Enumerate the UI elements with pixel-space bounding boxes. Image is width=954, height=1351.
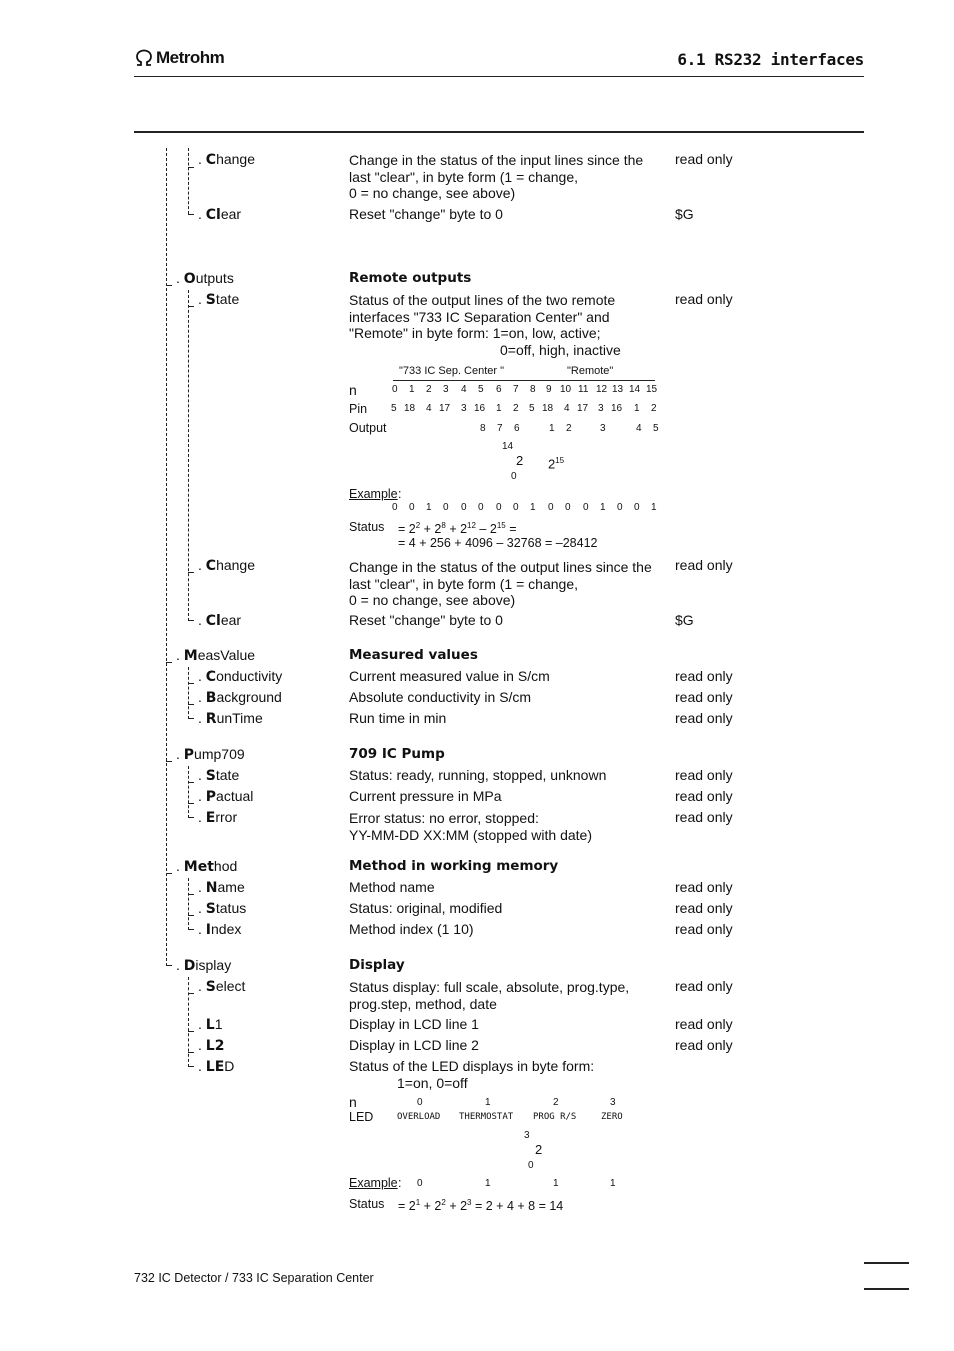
- example-bit: 1: [530, 502, 536, 513]
- example-bit: 0: [565, 502, 571, 513]
- node-status: . Status: [198, 900, 247, 917]
- node-runtime: . RunTime: [198, 710, 263, 727]
- node-change-inputs: . Change: [198, 151, 255, 168]
- exp-base: 2: [516, 453, 524, 468]
- bit-index: 10: [560, 384, 572, 395]
- exp-bottom: 0: [511, 471, 517, 482]
- node-led: . LED: [198, 1058, 235, 1075]
- status-label: Status: [349, 520, 385, 534]
- pin-number: 1: [496, 403, 502, 414]
- led-label: LED: [349, 1110, 374, 1124]
- tree-trunk: [166, 148, 167, 966]
- node-method: . Method: [176, 858, 238, 875]
- output-number: 8: [480, 423, 486, 434]
- desc-l2: Display in LCD line 2: [349, 1037, 479, 1053]
- status-result: = 4 + 256 + 4096 – 32768 = –28412: [398, 536, 598, 550]
- led-index: 3: [610, 1097, 616, 1108]
- table-rule: [393, 380, 655, 381]
- label-pin: Pin: [349, 402, 368, 416]
- node-state: . State: [198, 291, 240, 308]
- node-error: . Error: [198, 809, 238, 826]
- access-background: read only: [675, 689, 733, 705]
- node-clear-outputs: . Clear: [198, 612, 242, 629]
- desc-name: Method name: [349, 879, 435, 895]
- pin-number: 1: [634, 403, 640, 414]
- tree-branch-measvalue: [188, 667, 189, 719]
- tree-branch-inputs: [188, 148, 189, 214]
- header-rule: [134, 76, 864, 77]
- node-pump-state: . State: [198, 767, 240, 784]
- access-pump-state: read only: [675, 767, 733, 783]
- example-bit: 0: [496, 502, 502, 513]
- access-l2: read only: [675, 1037, 733, 1053]
- access-error: read only: [675, 809, 733, 825]
- example-bit: 1: [600, 502, 606, 513]
- led-name: THERMOSTAT: [459, 1112, 514, 1122]
- led-status-label: Status: [349, 1197, 385, 1211]
- desc-state: Status of the output lines of the two remote interfaces "733 IC Separation Center" and "Remote" in byte form: 1=on, low, active; 0=off, high, inactive: [349, 292, 621, 358]
- output-number: 5: [653, 423, 659, 434]
- tree-branch-display: [188, 977, 189, 1067]
- pin-number: 5: [391, 403, 397, 414]
- heading-measured-values: Measured values: [349, 647, 478, 663]
- label-sep-center: "733 IC Sep. Center ": [399, 365, 505, 377]
- node-clear-inputs: . Clear: [198, 206, 242, 223]
- heading-method: Method in working memory: [349, 858, 559, 874]
- pin-number: 17: [577, 403, 589, 414]
- led-exp-base: 2: [535, 1142, 543, 1157]
- led-exp-top: 3: [524, 1130, 530, 1141]
- access-status: read only: [675, 900, 733, 916]
- bit-index: 11: [578, 384, 589, 395]
- exp-top: 14: [502, 441, 514, 452]
- pin-number: 2: [513, 403, 519, 414]
- heading-pump: 709 IC Pump: [349, 746, 445, 762]
- desc-pump-state: Status: ready, running, stopped, unknown: [349, 767, 607, 783]
- example-bit: 1: [426, 502, 432, 513]
- bit-index: 13: [612, 384, 624, 395]
- led-name: OVERLOAD: [397, 1112, 441, 1122]
- node-conductivity: . Conductivity: [198, 668, 283, 685]
- bit-index: 8: [530, 384, 536, 395]
- desc-change-inputs: Change in the status of the input lines since the last "clear", in byte form (1 = change, 0 = no change, see above): [349, 152, 644, 201]
- desc-change-outputs: Change in the status of the output lines since the last "clear", in byte form (1 = change, 0 = no change, see above): [349, 559, 652, 608]
- example-bit: 0: [634, 502, 640, 513]
- desc-conductivity: Current measured value in S/cm: [349, 668, 550, 684]
- example-bit: 0: [513, 502, 519, 513]
- node-select: . Select: [198, 978, 246, 995]
- pin-number: 5: [529, 403, 535, 414]
- access-clear-inputs: $G: [675, 206, 694, 222]
- led-exp-bottom: 0: [528, 1160, 534, 1171]
- bit-index: 3: [443, 384, 449, 395]
- heading-remote-outputs: Remote outputs: [349, 270, 472, 286]
- desc-index: Method index (1 10): [349, 921, 474, 937]
- bit-index: 1: [409, 384, 415, 395]
- node-change-outputs: . Change: [198, 557, 255, 574]
- desc-clear-outputs: Reset "change" byte to 0: [349, 612, 503, 628]
- pin-number: 16: [611, 403, 623, 414]
- section-title: 6.1 RS232 interfaces: [677, 50, 864, 69]
- node-display: . Display: [176, 957, 232, 974]
- node-name: . Name: [198, 879, 245, 896]
- desc-l1: Display in LCD line 1: [349, 1016, 479, 1032]
- led-example-label: Example: [349, 1176, 398, 1190]
- page-rule-top: [864, 1262, 909, 1264]
- pin-number: 16: [474, 403, 486, 414]
- pin-number: 18: [404, 403, 416, 414]
- desc-runtime: Run time in min: [349, 710, 447, 726]
- exp-base-2: $2^{15}$: [548, 456, 565, 472]
- desc-led: Status of the LED displays in byte form: 1=on, 0=off: [349, 1058, 595, 1091]
- example-bit: 0: [478, 502, 484, 513]
- pin-number: 17: [439, 403, 451, 414]
- led-index: 2: [553, 1097, 559, 1108]
- header-rule-thick: [134, 131, 864, 133]
- node-background: . Background: [198, 689, 282, 706]
- led-index: 0: [417, 1097, 423, 1108]
- pin-number: 3: [461, 403, 467, 414]
- output-number: 4: [636, 423, 642, 434]
- desc-select: Status display: full scale, absolute, prog.type, prog.step, method, date: [349, 979, 630, 1012]
- pin-number: 3: [598, 403, 604, 414]
- node-pactual: . Pactual: [198, 788, 254, 805]
- footer-text: 732 IC Detector / 733 IC Separation Center: [134, 1271, 374, 1285]
- bit-index: 0: [392, 384, 398, 395]
- access-change-inputs: read only: [675, 151, 733, 167]
- pin-number: 2: [651, 403, 657, 414]
- node-pump709: . Pump709: [176, 746, 245, 763]
- node-outputs: . Outputs: [176, 270, 234, 287]
- pin-number: 18: [542, 403, 554, 414]
- access-pactual: read only: [675, 788, 733, 804]
- label-n: n: [349, 382, 357, 398]
- output-number: 1: [549, 423, 555, 434]
- example-bit: 0: [392, 502, 398, 513]
- output-number: 3: [600, 423, 606, 434]
- example-bit: 0: [443, 502, 449, 513]
- example-bit: 0: [548, 502, 554, 513]
- example-bit: 0: [409, 502, 415, 513]
- bit-index: 2: [426, 384, 432, 395]
- node-index: . Index: [198, 921, 242, 938]
- bit-index: 9: [546, 384, 552, 395]
- example-bit: 0: [461, 502, 467, 513]
- desc-status: Status: original, modified: [349, 900, 503, 916]
- bit-index: 12: [596, 384, 608, 395]
- output-number: 2: [566, 423, 572, 434]
- led-example-bit: 1: [485, 1178, 491, 1189]
- example-bit: 1: [651, 502, 657, 513]
- bit-index: 5: [478, 384, 484, 395]
- desc-error: Error status: no error, stopped: YY-MM-DD XX:MM (stopped with date): [349, 810, 592, 843]
- node-l1: . L1: [198, 1016, 223, 1033]
- led-label-n: n: [349, 1094, 357, 1110]
- led-example-bit: 1: [610, 1178, 616, 1189]
- bit-index: 14: [629, 384, 641, 395]
- bit-index: 15: [646, 384, 658, 395]
- status-formula: = $2^2 + 2^8 + 2^{12} - 2^{15}$ =: [398, 521, 517, 537]
- example-bit: 0: [583, 502, 589, 513]
- brand-name: Metrohm: [156, 48, 225, 67]
- node-l2: . L2: [198, 1037, 225, 1054]
- access-name: read only: [675, 879, 733, 895]
- output-number: 6: [514, 423, 520, 434]
- example-bit: 0: [617, 502, 623, 513]
- omega-icon: [134, 49, 154, 67]
- label-remote: "Remote": [567, 365, 614, 377]
- access-state: read only: [675, 291, 733, 307]
- output-number: 7: [497, 423, 503, 434]
- example-label: Example: [349, 487, 398, 501]
- label-output: Output: [349, 421, 387, 435]
- access-runtime: read only: [675, 710, 733, 726]
- access-change-outputs: read only: [675, 557, 733, 573]
- pin-number: 4: [426, 403, 432, 414]
- led-example-bit: 1: [553, 1178, 559, 1189]
- bit-index: 4: [461, 384, 467, 395]
- desc-clear-inputs: Reset "change" byte to 0: [349, 206, 503, 222]
- led-index: 1: [485, 1097, 491, 1108]
- tree-branch-method: [188, 878, 189, 930]
- node-measvalue: . MeasValue: [176, 647, 256, 664]
- tree-branch-pump: [188, 766, 189, 818]
- access-conductivity: read only: [675, 668, 733, 684]
- heading-display: Display: [349, 957, 405, 973]
- metrohm-logo: [134, 48, 224, 68]
- led-status-formula: = $2^1 + 2^2 + 2^3 = 2 + 4 + 8 = 14$: [398, 1198, 564, 1214]
- access-index: read only: [675, 921, 733, 937]
- access-select: read only: [675, 978, 733, 994]
- led-example-bit: 0: [417, 1178, 423, 1189]
- access-clear-outputs: $G: [675, 612, 694, 628]
- desc-background: Absolute conductivity in S/cm: [349, 689, 532, 705]
- bit-index: 6: [496, 384, 502, 395]
- page-rule-bottom: [864, 1288, 909, 1290]
- bit-index: 7: [513, 384, 519, 395]
- led-name: ZERO: [601, 1112, 623, 1122]
- led-name: PROG R/S: [533, 1112, 577, 1122]
- access-l1: read only: [675, 1016, 733, 1032]
- pin-number: 4: [564, 403, 570, 414]
- desc-pactual: Current pressure in MPa: [349, 788, 502, 804]
